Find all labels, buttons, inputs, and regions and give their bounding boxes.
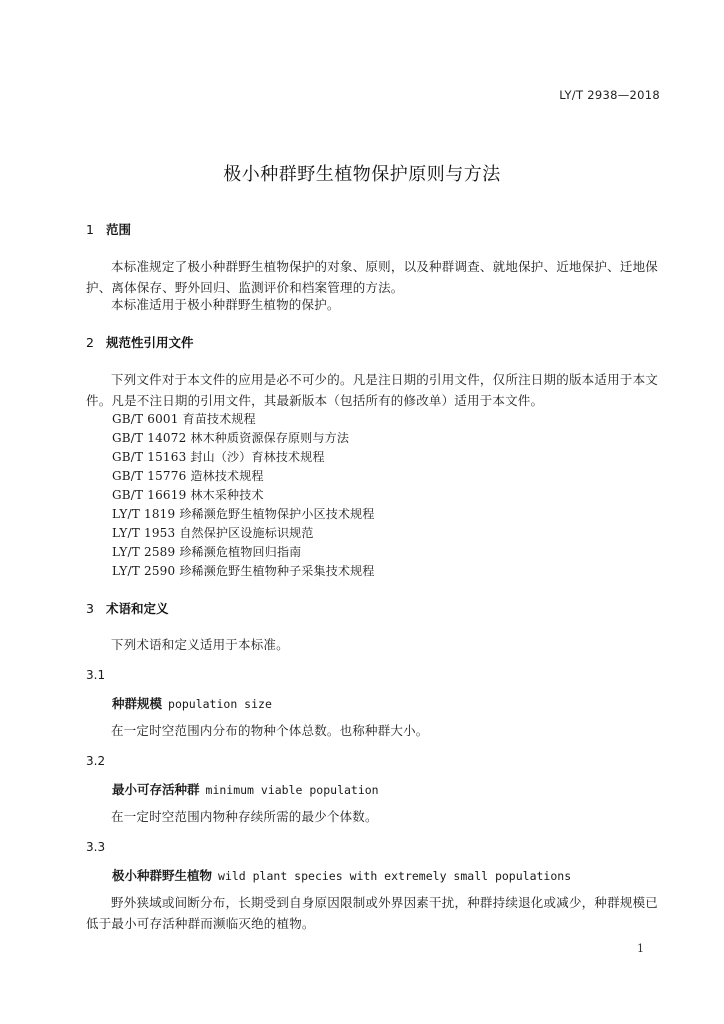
section-title: 规范性引用文件 [106,335,194,350]
section-3-intro: 下列术语和定义适用于本标准。 [111,637,289,652]
section-number: 1 [86,222,94,237]
reference-item: LY/T 1953 自然保护区设施标识规范 [112,526,314,540]
reference-item: GB/T 6001 育苗技术规程 [112,412,256,426]
section-2-intro: 下列文件对于本文件的应用是必不可少的。凡是注日期的引用文件，仅所注日期的版本适用于本文件。凡是不注日期的引用文件，其最新版本（包括所有的修改单）适用于本文件。 [86,372,658,408]
term-number: 3.3 [86,840,106,854]
term-heading [112,780,379,798]
reference-item: GB/T 16619 林木采种技术 [112,488,264,502]
term-number: 3.2 [86,754,106,768]
section-3-heading [86,599,169,617]
term-definition: 在一定时空范围内物种存续所需的最少个体数。 [111,809,378,824]
section-1-paragraph: 本标准规定了极小种群野生植物保护的对象、原则，以及种群调查、就地保护、近地保护、迁地保护、离体保存、野外回归、监测评价和档案管理的方法。 [86,259,658,295]
reference-item: LY/T 2589 珍稀濒危植物回归指南 [112,545,302,559]
section-title: 范围 [106,222,132,237]
reference-item: LY/T 2590 珍稀濒危野生植物种子采集技术规程 [112,564,375,578]
term-en: minimum viable population [205,783,379,797]
section-2-heading [86,333,194,351]
section-number: 2 [86,335,94,350]
section-1-heading [86,220,131,238]
term-en: population size [168,697,272,711]
reference-item: GB/T 15776 造林技术规程 [112,469,264,483]
term-heading [112,866,571,884]
reference-item: GB/T 14072 林木种质资源保存原则与方法 [112,431,350,445]
section-number: 3 [86,601,94,616]
term-zh: 极小种群野生植物 [112,868,213,883]
term-en: wild plant species with extremely small populations [218,869,572,883]
reference-item: LY/T 1819 珍稀濒危野生植物保护小区技术规程 [112,507,375,521]
standard-code: LY/T 2938—2018 [559,88,660,102]
section-1-paragraph: 本标准适用于极小种群野生植物的保护。 [111,297,340,312]
term-heading [112,694,272,712]
term-number: 3.1 [86,668,106,682]
term-definition: 在一定时空范围内分布的物种个体总数。也称种群大小。 [111,723,429,738]
term-zh: 最小可存活种群 [112,782,200,797]
term-zh: 种群规模 [112,696,163,711]
term-definition: 野外狭域或间断分布，长期受到自身原因限制或外界因素干扰，种群持续退化或减少，种群规模已低于最小可存活种群而濒临灭绝的植物。 [86,895,658,931]
page-number: 1 [637,942,644,955]
document-title: 极小种群野生植物保护原则与方法 [223,164,501,185]
reference-item: GB/T 15163 封山（沙）育林技术规程 [112,450,325,464]
section-title: 术语和定义 [106,601,169,616]
